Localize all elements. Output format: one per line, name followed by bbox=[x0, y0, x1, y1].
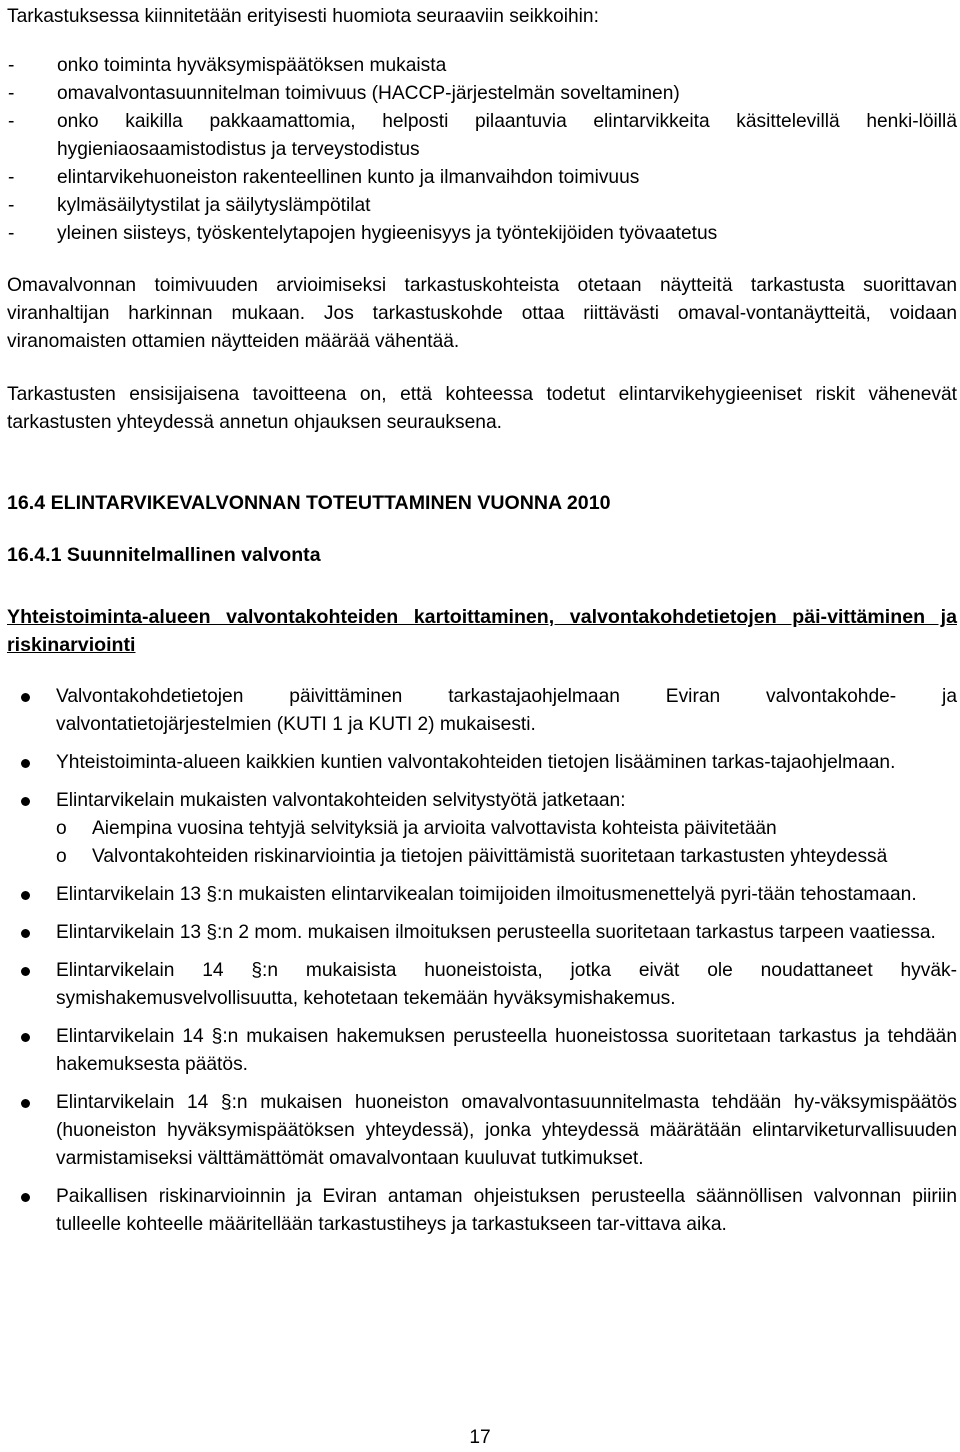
list-item-text: Valvontakohdetietojen päivittäminen tarkastajaohjelmaan Eviran valvontakohde- ja valvontatietojärjestelmien (KUTI 1 ja KUTI 2) mukaisesti. bbox=[56, 686, 957, 735]
dash-marker: - bbox=[8, 111, 15, 132]
dash-marker: - bbox=[8, 55, 15, 76]
list-item-text: onko kaikilla pakkaamattomia, helposti pilaantuvia elintarvikkeita käsittelevillä henki-löillä hygieniaosaamistodistus ja terveystodistus bbox=[57, 111, 957, 160]
list-item bbox=[7, 80, 957, 108]
sampling-paragraph: Omavalvonnan toimivuuden arvioimiseksi tarkastuskohteista otetaan näytteitä tarkastusta suorittavan viranhaltijan harkinnan mukaan. Jos tarkastuskohde ottaa riittävästi omaval-vontanäytteitä, voidaan viranomaisten ottamien näytteiden määrää vähentää. bbox=[7, 275, 957, 352]
inspection-points-list bbox=[7, 52, 957, 248]
bullet-icon bbox=[21, 1193, 30, 1202]
list-item-text: omavalvontasuunnitelman toimivuus (HACCP-järjestelmän soveltaminen) bbox=[57, 83, 680, 104]
sub-list bbox=[56, 815, 957, 871]
dash-marker: - bbox=[8, 195, 15, 216]
bullet-icon bbox=[21, 1099, 30, 1108]
circle-marker: o bbox=[56, 818, 67, 839]
list-item-text: yleinen siisteys, työskentelytapojen hygieenisyys ja työntekijöiden työvaatetus bbox=[57, 223, 718, 244]
list-item-text: Paikallisen riskinarvioinnin ja Eviran antaman ohjeistuksen perusteella säännöllisen valvonnan piiriin tulleelle kohteelle määritellään tarkastustiheys ja tarkastukseen tar-vittava aika. bbox=[56, 1186, 957, 1235]
intro-text: Tarkastuksessa kiinnitetään erityisesti huomiota seuraaviin seikkoihin: bbox=[7, 6, 599, 27]
list-item-text: elintarvikehuoneiston rakenteellinen kunto ja ilmanvaihdon toimivuus bbox=[57, 167, 640, 188]
list-item bbox=[7, 787, 957, 871]
list-item-text: Elintarvikelain 13 §:n mukaisten elintarvikealan toimijoiden ilmoitusmenettelyä pyri-tään tehostamaan. bbox=[56, 884, 917, 905]
dash-marker: - bbox=[8, 223, 15, 244]
sub-list-item-text: Valvontakohteiden riskinarviointia ja tietojen päivittämistä suoritetaan tarkastusten yhteydessä bbox=[92, 846, 888, 867]
section-heading: 16.4 ELINTARVIKEVALVONNAN TOTEUTTAMINEN VUONNA 2010 bbox=[7, 492, 611, 514]
topic-heading: Yhteistoiminta-alueen valvontakohteiden kartoittaminen, valvontakohdetietojen päi-vittäminen ja riskinarviointi bbox=[7, 606, 957, 656]
list-item-text: Elintarvikelain 14 §:n mukaisen hakemuksen perusteella huoneistossa suoritetaan tarkastus ja tehdään hakemuksesta päätös. bbox=[56, 1026, 957, 1075]
bullet-icon bbox=[21, 1033, 30, 1042]
objective-paragraph: Tarkastusten ensisijaisena tavoitteena on, että kohteessa todetut elintarvikehygieeniset riskit vähenevät tarkastusten yhteydessä annetun ohjauksen seurauksena. bbox=[7, 384, 957, 433]
list-item bbox=[7, 164, 957, 192]
list-item-text: onko toiminta hyväksymispäätöksen mukaista bbox=[57, 55, 447, 76]
sub-list-item-text: Aiempina vuosina tehtyjä selvityksiä ja arvioita valvottavista kohteista päivitetään bbox=[92, 818, 777, 839]
sub-list-item bbox=[56, 843, 957, 871]
bullet-icon bbox=[21, 693, 30, 702]
list-item bbox=[7, 683, 957, 739]
list-item bbox=[7, 919, 957, 947]
list-item-text: Elintarvikelain 13 §:n 2 mom. mukaisen ilmoituksen perusteella suoritetaan tarkastus tarpeen vaatiessa. bbox=[56, 922, 936, 943]
bullet-icon bbox=[21, 929, 30, 938]
subsection-heading: 16.4.1 Suunnitelmallinen valvonta bbox=[7, 544, 321, 566]
list-item-text: kylmäsäilytystilat ja säilytyslämpötilat bbox=[57, 195, 371, 216]
list-item bbox=[7, 108, 957, 164]
circle-marker: o bbox=[56, 846, 67, 867]
bullet-icon bbox=[21, 967, 30, 976]
list-item-text: Elintarvikelain mukaisten valvontakohteiden selvitystyötä jatketaan: bbox=[56, 790, 626, 811]
list-item bbox=[7, 1023, 957, 1079]
dash-marker: - bbox=[8, 83, 15, 104]
list-item bbox=[7, 749, 957, 777]
list-item-text: Elintarvikelain 14 §:n mukaisista huoneistoista, jotka eivät ole noudattaneet hyväk-symishakemusvelvollisuutta, kehotetaan tekemään hyväksymishakemus. bbox=[56, 960, 957, 1009]
page-number: 17 bbox=[469, 1427, 491, 1448]
list-item-text: Yhteistoiminta-alueen kaikkien kuntien valvontakohteiden tietojen lisääminen tarkas-tajaohjelmaan. bbox=[56, 752, 896, 773]
list-item bbox=[7, 52, 957, 80]
list-item bbox=[7, 220, 957, 248]
list-item-text: Elintarvikelain 14 §:n mukaisen huoneiston omavalvontasuunnitelmasta tehdään hy-väksymispäätös (huoneiston hyväksymispäätöksen yhteydessä), jonka yhteydessä määrätään elintarviketurvallisuuden varmistamiseksi välttämättömät omavalvontaan kuuluvat tutkimukset. bbox=[56, 1092, 957, 1169]
list-item bbox=[7, 1183, 957, 1239]
list-item bbox=[7, 192, 957, 220]
bullet-icon bbox=[21, 891, 30, 900]
bullet-icon bbox=[21, 797, 30, 806]
list-item bbox=[7, 957, 957, 1013]
list-item bbox=[7, 1089, 957, 1173]
sub-list-item bbox=[56, 815, 957, 843]
list-item bbox=[7, 881, 957, 909]
bullet-icon bbox=[21, 759, 30, 768]
dash-marker: - bbox=[8, 167, 15, 188]
tasks-list bbox=[7, 683, 957, 1249]
